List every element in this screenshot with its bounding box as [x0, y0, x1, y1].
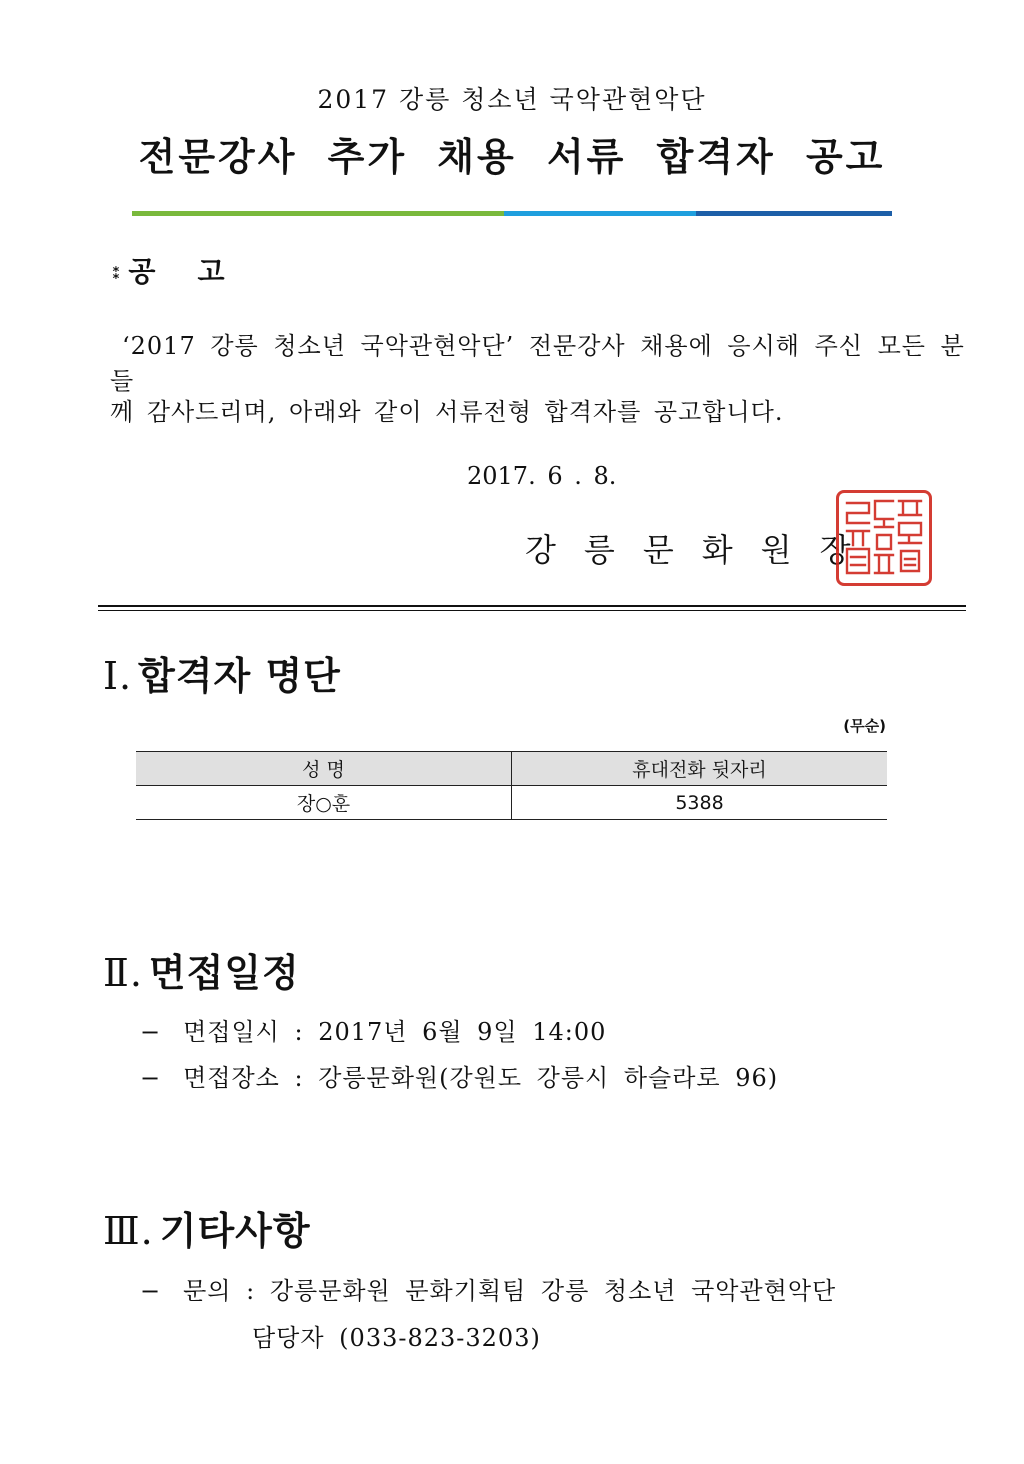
- header-name: 성 명: [136, 752, 512, 786]
- interview-datetime-item: [140, 1012, 606, 1047]
- interview-location-item: [140, 1058, 778, 1093]
- title-color-bar: [132, 211, 892, 216]
- issuer-name: 강릉문화원: [525, 531, 820, 569]
- inquiry-item: [140, 1271, 836, 1306]
- notice-date: 2017. 6 . 8.: [467, 462, 617, 490]
- notice-heading-char2: 고: [197, 255, 227, 288]
- interview-location-text: 면접장소 : 강릉문화원(강원도 강릉시 하슬라로 96): [183, 1064, 779, 1092]
- divider-thick: [98, 605, 966, 607]
- asterism-icon: ⁑: [112, 263, 123, 283]
- interview-datetime-text: 면접일시 : 2017년 6월 9일 14:00: [183, 1018, 607, 1046]
- notice-heading: [112, 250, 227, 290]
- notice-heading-char1: 공: [128, 255, 158, 288]
- section1-heading: [103, 645, 341, 700]
- dash-bullet: −: [140, 1064, 162, 1092]
- dash-bullet: −: [140, 1277, 162, 1305]
- cell-name: 장○훈: [136, 786, 512, 820]
- table-header-row: [136, 752, 887, 786]
- color-bar-green: [132, 211, 504, 216]
- section2-number: Ⅱ.: [103, 951, 143, 995]
- inquiry-text: 문의 : 강릉문화원 문화기획팀 강릉 청소년 국악관현악단: [183, 1277, 837, 1305]
- document-title: 전문강사 추가 채용 서류 합격자 공고: [138, 134, 886, 179]
- color-bar-light-blue: [504, 211, 696, 216]
- inquiry-contact: 담당자 (033-823-3203): [252, 1324, 541, 1352]
- cell-phone-last-digits: 5388: [512, 786, 888, 820]
- official-seal-stamp: [836, 490, 932, 586]
- order-note: (무순): [843, 717, 886, 735]
- section3-title: 기타사항: [159, 1208, 311, 1253]
- divider-thin: [98, 610, 966, 611]
- table-row: [136, 786, 887, 820]
- issuer-organization: [525, 525, 878, 571]
- section1-number: Ⅰ.: [103, 654, 133, 698]
- successful-applicants-table: [136, 751, 887, 820]
- section2-title: 면접일정: [148, 950, 300, 995]
- notice-paragraph-line1: ‘2017 강릉 청소년 국악관현악단’ 전문강사 채용에 응시해 주신 모든 분들: [110, 332, 965, 395]
- section1-title: 합격자 명단: [138, 653, 341, 698]
- seal-icon: [839, 493, 929, 583]
- notice-paragraph-line2: 께 감사드리며, 아래와 같이 서류전형 합격자를 공고합니다.: [110, 398, 784, 426]
- section3-number: Ⅲ.: [103, 1209, 154, 1253]
- issuer-title: 장: [819, 531, 879, 569]
- document-subtitle: 2017 강릉 청소년 국악관현악단: [317, 85, 707, 114]
- dash-bullet: −: [140, 1018, 162, 1046]
- header-phone-last-digits: 휴대전화 뒷자리: [512, 752, 888, 786]
- section2-heading: [103, 942, 300, 997]
- section3-heading: [103, 1200, 311, 1255]
- color-bar-dark-blue: [696, 211, 892, 216]
